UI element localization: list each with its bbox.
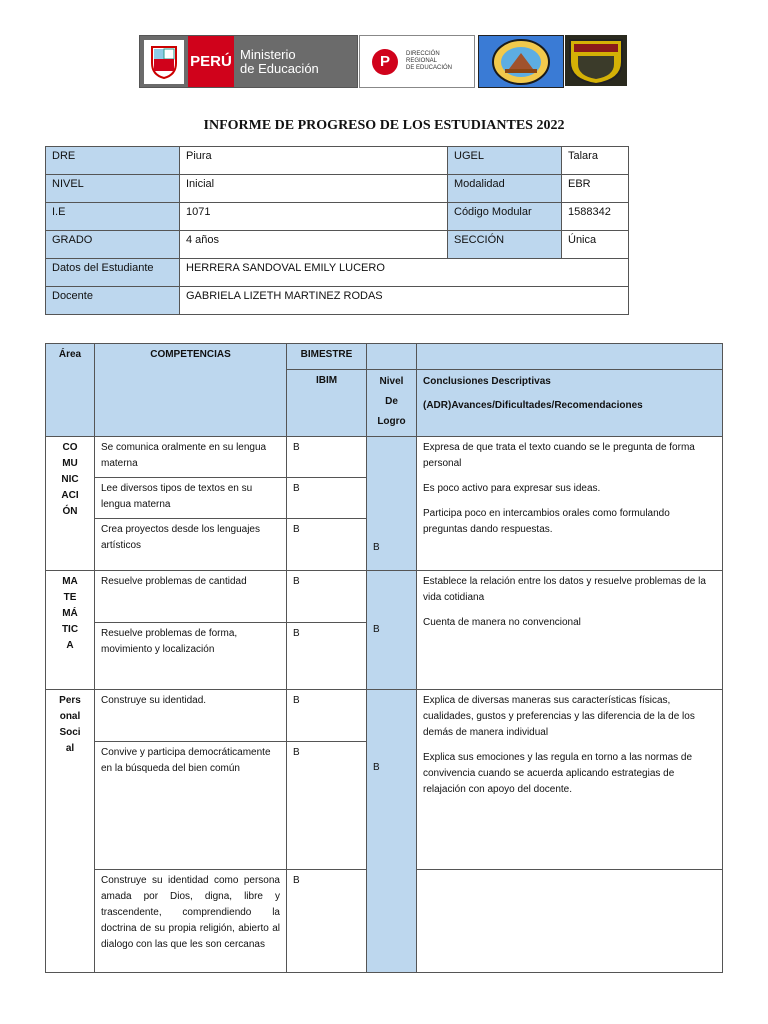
ministerio-text: Ministerio de Educación — [240, 46, 319, 76]
grade-crea-proyectos: B — [287, 519, 367, 571]
competencia-crea-proyectos: Crea proyectos desde los lenguajes artísticos — [95, 519, 287, 571]
area-comunicacion: CO MU NIC ACI ÓN — [46, 437, 95, 571]
nivel-matematica: B — [367, 571, 417, 690]
header-conclusiones: Conclusiones Descriptivas (ADR)Avances/Dificultades/Recomendaciones — [417, 370, 723, 437]
grado-label: GRADO — [46, 231, 180, 259]
ie-label: I.E — [46, 203, 180, 231]
area-personal-social: Pers onal Soci al — [46, 690, 95, 973]
grade-problemas-forma: B — [287, 623, 367, 690]
nivel-personal-social: B — [367, 690, 417, 973]
seccion-value: Única — [562, 231, 629, 259]
competencia-problemas-cantidad: Resuelve problemas de cantidad — [95, 571, 287, 623]
header-ibim: IBIM — [287, 370, 367, 437]
docente-value: GABRIELA LIZETH MARTINEZ RODAS — [180, 287, 629, 315]
header-empty-2 — [417, 344, 723, 370]
grade-comunica-oralmente: B — [287, 437, 367, 478]
header-competencias: COMPETENCIAS — [95, 344, 287, 437]
grade-lee-textos: B — [287, 478, 367, 519]
grado-value: 4 años — [180, 231, 448, 259]
competencia-lee-textos: Lee diversos tipos de textos en su lengua materna — [95, 478, 287, 519]
grade-convive-participa: B — [287, 742, 367, 870]
estudiante-label: Datos del Estudiante — [46, 259, 180, 287]
codigo-label: Código Modular — [448, 203, 562, 231]
docente-label: Docente — [46, 287, 180, 315]
report-title: INFORME DE PROGRESO DE LOS ESTUDIANTES 2022 — [203, 118, 565, 133]
ie-value: 1071 — [180, 203, 448, 231]
competencia-identidad-religiosa: Construye su identidad como persona amada por Dios, digna, libre y trascendente, comprendiendo la doctrina de su propia religión, abierto al dialogo con las que les son cercanas — [95, 870, 287, 973]
conclusiones-comunicacion: Expresa de que trata el texto cuando se le pregunta de forma personal Es poco activo para expresar sus ideas. Participa poco en intercambios orales como formulando preguntas dando respuestas. — [417, 437, 723, 571]
grade-problemas-cantidad: B — [287, 571, 367, 623]
modalidad-value: EBR — [562, 175, 629, 203]
ugel-value: Talara — [562, 147, 629, 175]
modalidad-label: Modalidad — [448, 175, 562, 203]
dre-mark-icon: P — [372, 49, 398, 75]
ugel-label: UGEL — [448, 147, 562, 175]
header-empty-1 — [367, 344, 417, 370]
seccion-label: SECCIÓN — [448, 231, 562, 259]
header-nivel-logro: Nivel De Logro — [367, 370, 417, 437]
nivel-label: NIVEL — [46, 175, 180, 203]
peru-shield-icon — [144, 40, 184, 84]
dre-label: DRE — [46, 147, 180, 175]
ministerio-educacion-logo — [139, 35, 358, 88]
ugel-seal-icon — [478, 35, 564, 88]
area-matematica: MA TE MÁ TIC A — [46, 571, 95, 690]
competencia-comunica-oralmente: Se comunica oralmente en su lengua materna — [95, 437, 287, 478]
grade-identidad-religiosa: B — [287, 870, 367, 973]
competencia-convive-participa: Convive y participa democráticamente en la búsqueda del bien común — [95, 742, 287, 870]
school-emblem-icon — [565, 35, 627, 86]
grade-construye-identidad: B — [287, 690, 367, 742]
header-area: Área — [46, 344, 95, 437]
dre-value: Piura — [180, 147, 448, 175]
dre-text: DIRECCIÓN REGIONAL DE EDUCACIÓN — [406, 51, 453, 71]
peru-label: PERÚ — [188, 36, 234, 87]
nivel-value: Inicial — [180, 175, 448, 203]
dre-logo — [359, 35, 475, 88]
nivel-comunicacion: B — [367, 437, 417, 571]
estudiante-value: HERRERA SANDOVAL EMILY LUCERO — [180, 259, 629, 287]
codigo-value: 1588342 — [562, 203, 629, 231]
header-bimestre: BIMESTRE — [287, 344, 367, 370]
conclusiones-personal-social: Explica de diversas maneras sus características físicas, cualidades, gustos y preferencias y las diferencia de la de los demás de manera individual Explica sus emociones y las regula en torno a las normas de convivencia cuando se acuerda aplicando estrategias de relajación con apoyo del docente. — [417, 690, 723, 870]
student-info-table — [45, 146, 629, 315]
competencias-table — [45, 343, 723, 973]
conclusiones-matematica: Establece la relación entre los datos y resuelve problemas de la vida cotidiana Cuenta de manera no convencional — [417, 571, 723, 690]
competencia-problemas-forma: Resuelve problemas de forma, movimiento y localización — [95, 623, 287, 690]
conclusiones-religiosa-empty — [417, 870, 723, 973]
competencia-construye-identidad: Construye su identidad. — [95, 690, 287, 742]
